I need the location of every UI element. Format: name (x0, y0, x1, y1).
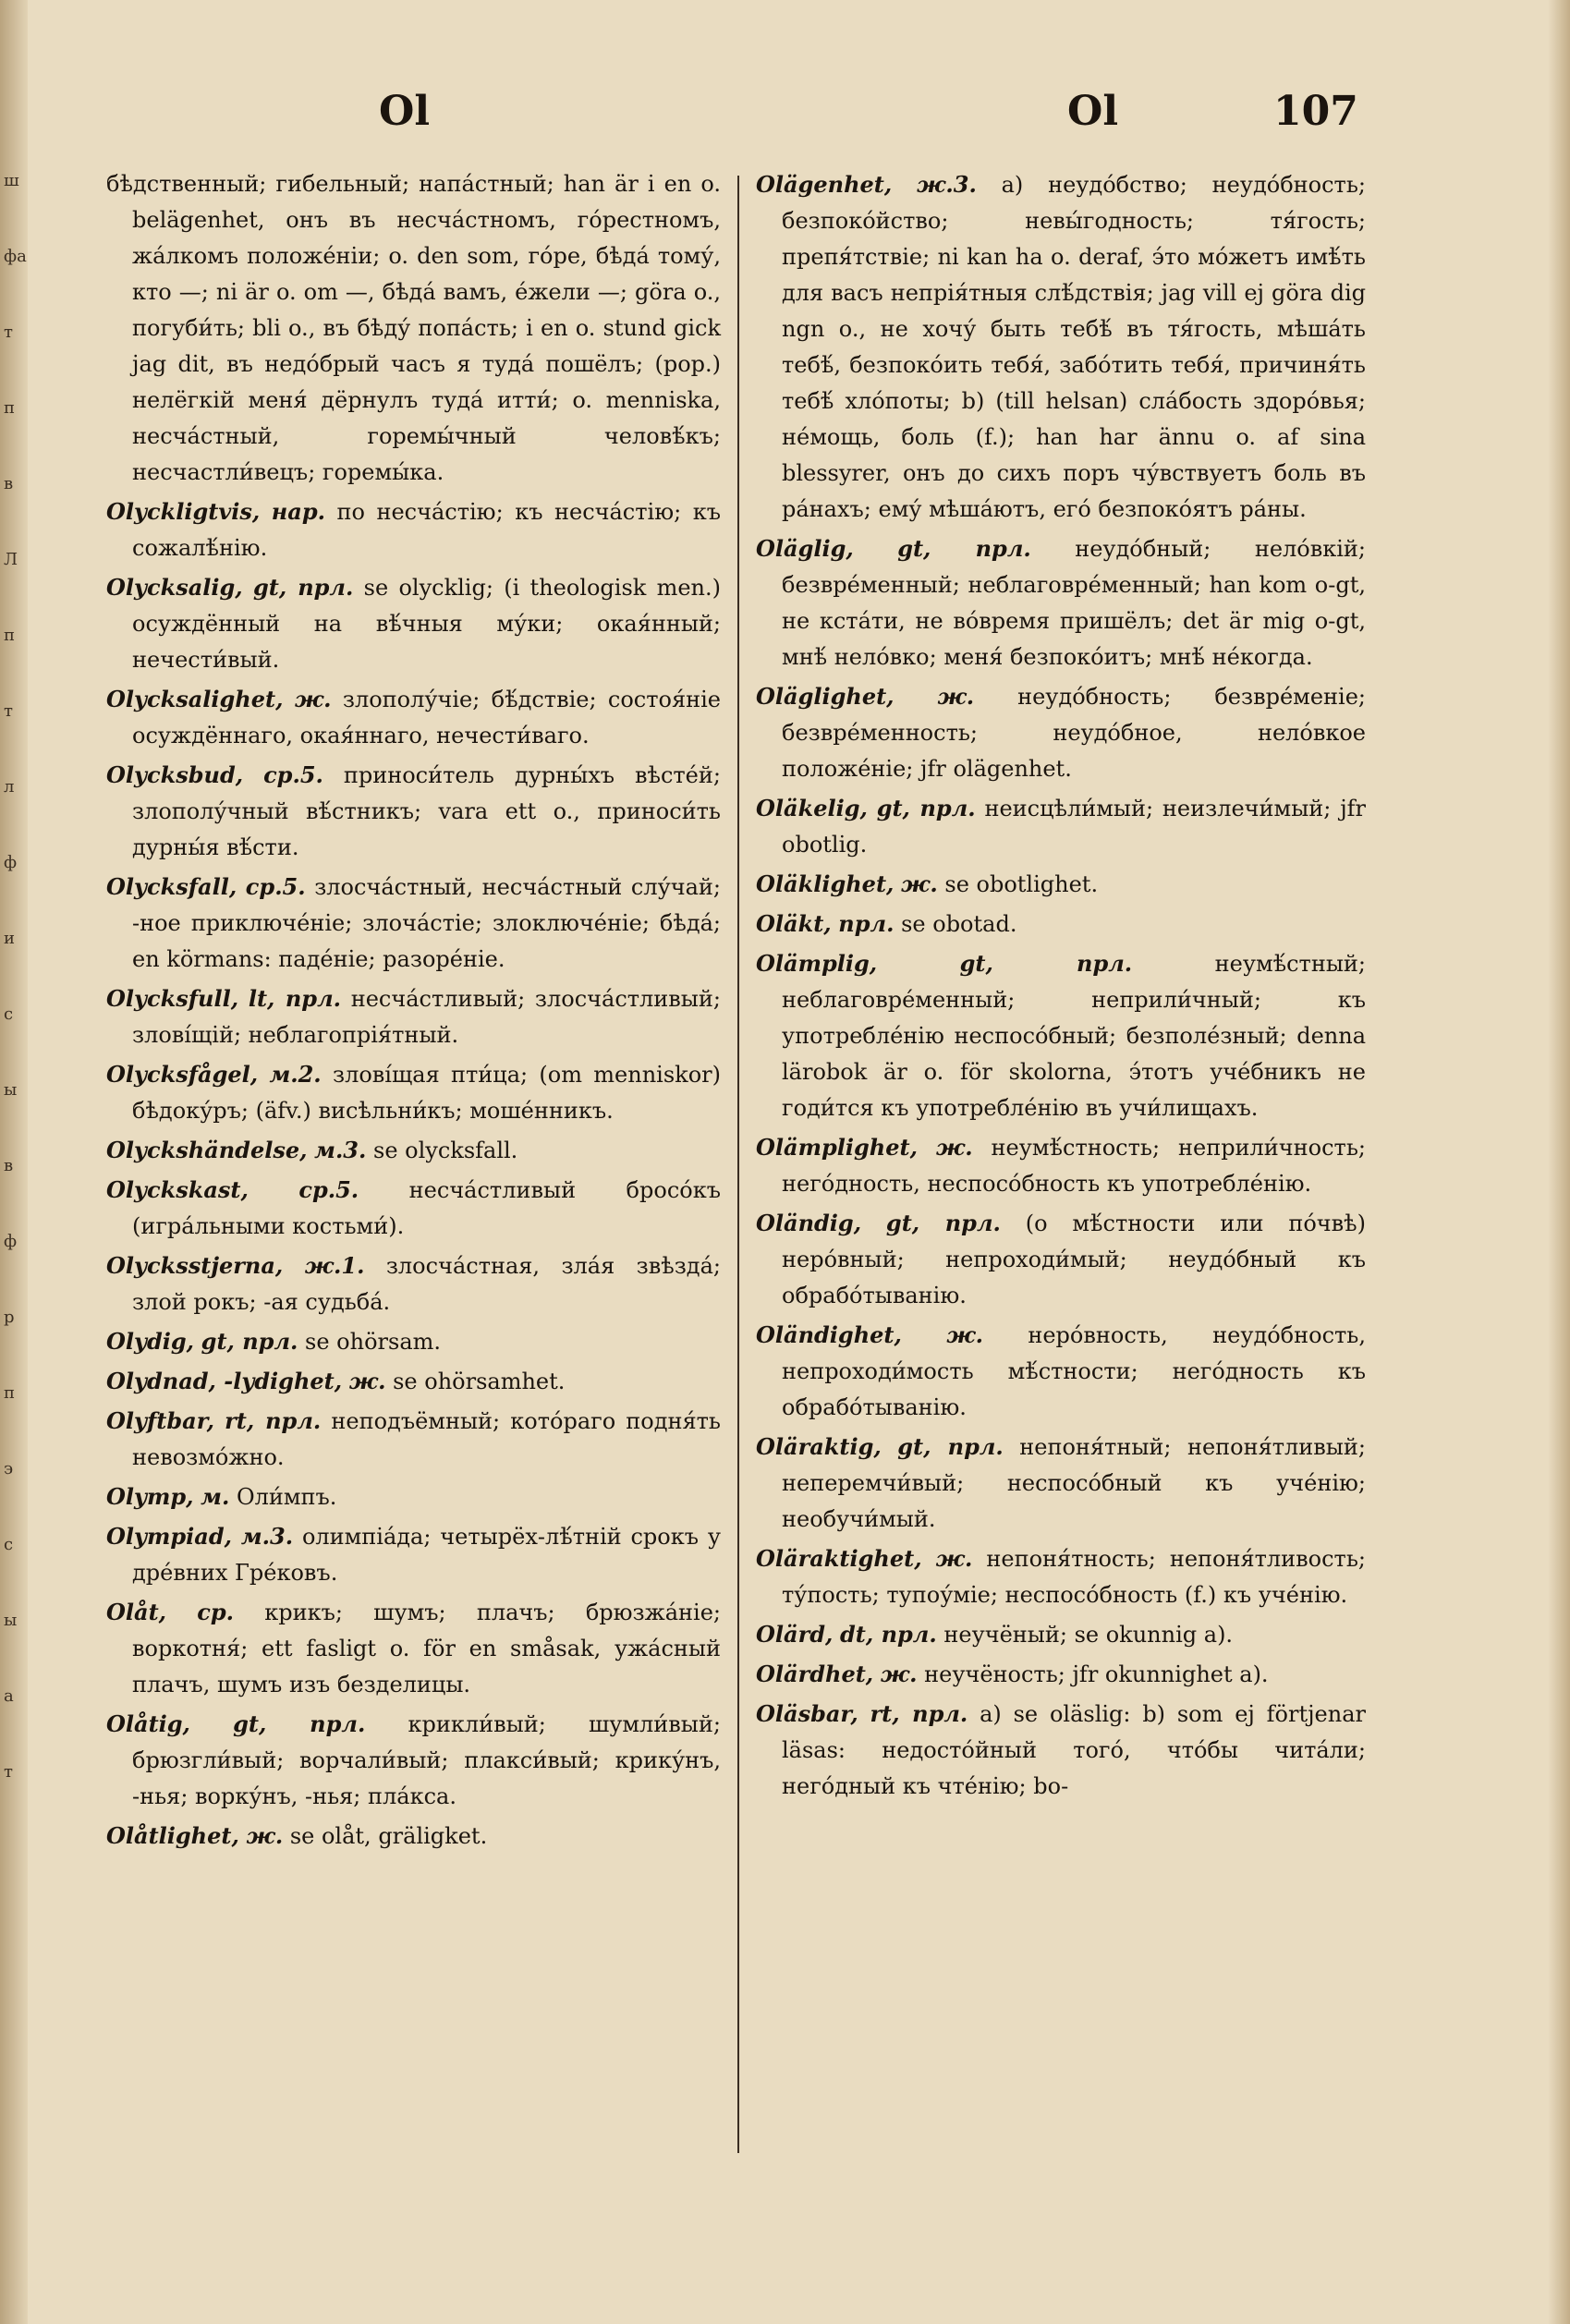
entry-headword: Olycksalig, (106, 574, 243, 601)
margin-mark: Л (4, 550, 18, 569)
entry-headword: Olympiad, (106, 1523, 232, 1550)
entry-headword: Olåtig, (106, 1710, 190, 1737)
margin-mark: п (4, 626, 15, 645)
entry-headword: Olärd, (756, 1621, 834, 1648)
entry-headword: Oländig, (756, 1210, 862, 1236)
entry-definition: a) se oläslig: b) som ej förtjenar läsas: недосто́йный того́, что́бы чита́ли; него́дный къ чте́нію; bo- (782, 1701, 1367, 1799)
entry-definition: se obotlighet. (944, 871, 1099, 897)
dictionary-entry (106, 1478, 721, 1515)
entry-grammar: ср.5. (263, 761, 323, 788)
margin-mark: с (4, 1004, 14, 1024)
running-head-left: Ol (379, 88, 431, 135)
entry-grammar: ж.3. (917, 171, 977, 198)
entry-headword: Olycksbud, (106, 761, 244, 788)
dictionary-entry (106, 1363, 721, 1400)
dictionary-entry (106, 980, 721, 1053)
entry-definition: se ohörsamhet. (393, 1369, 566, 1394)
entry-definition: se olåt, gräligket. (289, 1823, 488, 1849)
entry-definition: бѣдственный; гибельный; напа́стный; han är i en o. belägenhet, онъ въ несча́стномъ, го́рестномъ, жа́лкомъ положе́ніи; o. den som, го́ре, бѣда́ тому́, кто —; ni är o. om —, бѣда́ вамъ, е́жели —; göra o., погуби́ть; bli o., въ бѣду́ попа́сть; i en o. stund gick jag dit, въ недо́брый часъ я туда́ пошёлъ; (pop.) нелёгкій меня́ дёрнулъ туда́ итти́; o. menniska, несча́стный, горемы́чный человѣ́къ; несчастли́вецъ; горемы́ка. (106, 171, 721, 485)
entry-headword: Olägenhet, (756, 171, 893, 198)
entry-grammar: ж. (246, 1822, 284, 1849)
entry-headword: Oläglighet, (756, 683, 895, 710)
dictionary-entry (106, 757, 721, 866)
entry-headword: Olydig, (106, 1328, 195, 1355)
margin-mark: ы (4, 1080, 18, 1100)
dictionary-entry (106, 1247, 721, 1320)
page-header (0, 88, 1570, 152)
entry-definition: несча́стливый бросо́къ (игра́льными костьми́). (132, 1177, 721, 1239)
margin-mark: э (4, 1459, 14, 1478)
dictionary-entry (106, 493, 721, 566)
entry-headword: Olymp, (106, 1483, 194, 1510)
entry-grammar: ср. (197, 1599, 234, 1625)
right-column (756, 166, 1366, 1807)
entry-headword: Olåt, (106, 1599, 167, 1625)
entry-grammar: gt, прл. (885, 1210, 1001, 1236)
entry-grammar: gt, прл. (201, 1328, 298, 1355)
dictionary-entry (756, 1696, 1366, 1805)
entry-grammar: gt, прл. (876, 795, 976, 821)
entry-grammar: ж. (946, 1321, 983, 1348)
entry-headword: Olydnad, -lydighet, (106, 1368, 343, 1394)
entry-grammar: ж. (348, 1368, 386, 1394)
entry-grammar: ср.5. (245, 873, 306, 900)
entry-grammar: ж. (880, 1661, 918, 1687)
dictionary-entry (756, 1540, 1366, 1613)
entry-definition: неумѣ́стность; неприли́чность; него́дность, неспосо́бность къ употребле́нію. (782, 1135, 1366, 1197)
entry-definition: se olycksfall. (373, 1138, 518, 1163)
margin-mark: р (4, 1308, 15, 1327)
entry-headword: Oläglig, (756, 535, 854, 562)
entry-headword: Oläsbar, (756, 1700, 858, 1727)
dictionary-entry (106, 1056, 721, 1129)
entry-grammar: gt, прл. (233, 1710, 366, 1737)
entry-grammar: ж. (937, 683, 975, 710)
entry-definition: олимпіа́да; четырёх-лѣ́тній срокъ у дре́вних Гре́ковъ. (132, 1524, 721, 1586)
dictionary-entry (106, 1132, 721, 1169)
margin-mark: а (4, 1686, 14, 1706)
entry-headword: Olycksfågel, (106, 1061, 259, 1088)
entry-definition: злові́щая пти́ца; (om menniskor) бѣдоку́ръ; (äfv.) висѣльни́къ; моше́нникъ. (132, 1062, 721, 1124)
margin-mark: т (4, 322, 13, 342)
running-head-right: Ol (1067, 88, 1119, 135)
dictionary-entry (756, 1656, 1366, 1693)
entry-grammar: gt, прл. (252, 574, 354, 601)
dictionary-entry (106, 1818, 721, 1855)
entry-definition: непоня́тность; непоня́тливость; ту́пость; тупоу́міе; неспосо́бность (f.) къ уче́нію. (782, 1546, 1366, 1608)
dictionary-entry (106, 1323, 721, 1360)
dictionary-entry (756, 1205, 1366, 1314)
entry-definition: неисцѣли́мый; неизлечи́мый; jfr obotlig. (782, 796, 1367, 858)
margin-mark: с (4, 1535, 14, 1554)
entry-definition: злосча́стная, зла́я звѣзда́; злой рокъ; -ая судьба́. (132, 1253, 721, 1315)
margin-mark: ы (4, 1611, 18, 1630)
entry-grammar: прл. (838, 910, 895, 937)
entry-definition: злосча́стный, несча́стный слу́чай; -ное приключе́ніе; злоча́стіе; злоключе́ніе; бѣда́; en körmans: паде́ніе; разоре́ніе. (132, 874, 721, 972)
dictionary-entry (106, 869, 721, 978)
entry-definition: неучёный; se okunnig a). (943, 1622, 1234, 1648)
dictionary-entry (106, 1518, 721, 1591)
entry-definition: крикъ; шумъ; плачъ; брюзжа́ніе; воркотня́; ett fasligt o. för en småsak, ужа́сный плачъ, шумъ изъ безделицы. (132, 1600, 721, 1697)
dictionary-entry (756, 1429, 1366, 1538)
entry-grammar: dt, прл. (840, 1621, 937, 1648)
dictionary-entry (106, 1594, 721, 1703)
dictionary-entry (106, 1403, 721, 1476)
dictionary-entry (106, 166, 721, 491)
column-divider (737, 176, 739, 2153)
entry-grammar: ж. (901, 870, 938, 897)
margin-mark: в (4, 1156, 14, 1175)
entry-grammar: м.3. (314, 1137, 367, 1163)
entry-definition: непоня́тный; непоня́тливый; неперемчи́вый; неспосо́бный къ уче́нію; необучи́мый. (782, 1434, 1366, 1532)
entry-grammar: lt, прл. (248, 985, 341, 1012)
entry-grammar: м.3. (240, 1523, 294, 1550)
entry-headword: Oläraktighet, (756, 1545, 922, 1572)
dictionary-entry (756, 678, 1366, 787)
entry-definition: неумѣ́стный; неблаговре́менный; неприли́чный; къ употребле́нію неспосо́бный; безполе́зный; denna lärobok är o. för skolorna, э́тотъ уче́бникъ не годи́тся къ употребле́нію въ учи́лищахъ. (782, 951, 1366, 1121)
entry-definition: Оли́мпъ. (236, 1484, 337, 1510)
entry-definition: несча́стливый; злосча́стливый; злові́щій; неблагопрія́тный. (132, 986, 721, 1048)
dictionary-entry (756, 866, 1366, 903)
dictionary-entry (756, 530, 1366, 675)
entry-grammar: ж. (935, 1134, 973, 1161)
margin-mark: в (4, 474, 14, 493)
margin-mark: т (4, 1762, 13, 1782)
entry-headword: Olyckligtvis, (106, 498, 261, 525)
entry-grammar: нар. (271, 498, 325, 525)
entry-headword: Olärdhet, (756, 1661, 874, 1687)
margin-mark: л (4, 777, 15, 797)
entry-definition: злополу́чіе; бѣ́дствіе; состоя́ніе осуждённаго, окая́ннаго, нечести́ваго. (132, 687, 721, 748)
entry-headword: Olåtlighet, (106, 1822, 239, 1849)
dictionary-entry (756, 1616, 1366, 1653)
page-number: 107 (1273, 88, 1358, 135)
dictionary-entry (106, 1706, 721, 1815)
entry-headword: Olycksstjerna, (106, 1252, 284, 1279)
entry-grammar: ж. (294, 686, 332, 712)
entry-definition: приноси́тель дурны́хъ вѣсте́й; злополу́чный вѣ́стникъ; vara ett o., приноси́ть дурны́я вѣ́сти. (132, 762, 721, 860)
entry-grammar: ср.5. (298, 1176, 359, 1203)
dictionary-entry (756, 1129, 1366, 1202)
entry-headword: Olycksfull, (106, 985, 239, 1012)
entry-headword: Oländighet, (756, 1321, 902, 1348)
entry-definition: se obotad. (901, 911, 1017, 937)
entry-definition: se olycklig; (i theologisk men.) осуждённый на вѣ́чныя му́ки; окая́нный; нечести́вый. (132, 575, 721, 673)
entry-headword: Olycksfall, (106, 873, 237, 900)
entry-headword: Oläkelig, (756, 795, 868, 821)
margin-mark: ф (4, 853, 18, 872)
entry-grammar: gt, прл. (897, 1433, 1004, 1460)
entry-definition: неучёность; jfr okunnighet a). (924, 1661, 1269, 1687)
entry-grammar: rt, прл. (225, 1407, 322, 1434)
entry-headword: Olyftbar, (106, 1407, 214, 1434)
entry-grammar: gt, прл. (959, 950, 1133, 977)
entry-headword: Oläklighet, (756, 870, 895, 897)
dictionary-entry (106, 1172, 721, 1245)
dictionary-entry (756, 945, 1366, 1126)
entry-definition: a) неудо́бство; неудо́бность; безпоко́йство; невы́годность; тя́гость; препя́тствіе; ni kan ha o. deraf, э́то мо́жетъ имѣ́ть для васъ непрія́тныя слѣ́дствія; jag vill ej göra dig ngn o., не хочу́ быть тебѣ́ въ тя́гость, мѣша́ть тебѣ́, безпоко́ить тебя́, забо́тить тебя́, причиня́ть тебѣ́ хло́поты; b) (till helsan) сла́бость здоро́вья; не́мощь, боль (f.); han har ännu o. af sina blessyrer, онъ до сихъ поръ чу́вствуетъ боль въ ра́нахъ; ему́ мѣша́ютъ, его́ безпоко́ятъ ра́ны. (782, 172, 1366, 522)
entry-definition: неудо́бность; безвре́меніе; безвре́менность; неудо́бное, нело́вкое положе́ніе; jfr olägenhet. (782, 684, 1366, 782)
margin-mark: п (4, 1383, 15, 1403)
dictionary-entry (756, 166, 1366, 528)
entry-definition: неудо́бный; нело́вкій; безвре́менный; неблаговре́менный; han kom o-gt, не кста́ти, не во́время пришёлъ; det är mig o-gt, мнѣ́ нело́вко; меня́ безпоко́итъ; мнѣ́ не́когда. (782, 536, 1366, 670)
entry-headword: Olycksalighet, (106, 686, 284, 712)
entry-definition: (о мѣ́стности или по́чвѣ) неро́вный; непроходи́мый; неудо́бный къ обрабо́тыванію. (782, 1211, 1366, 1308)
page-edge-right (1548, 0, 1570, 2324)
entry-definition: крикли́вый; шумли́вый; брюзгли́вый; ворчали́вый; плакси́вый; крику́нъ, -нья; ворку́нъ, -нья; пла́кса. (132, 1711, 721, 1809)
entry-headword: Oläkt, (756, 910, 832, 937)
margin-mark: и (4, 929, 15, 948)
dictionary-entry (106, 681, 721, 754)
margin-mark: п (4, 398, 15, 418)
entry-grammar: ж. (935, 1545, 973, 1572)
margin-mark: фа (4, 247, 27, 266)
entry-definition: se ohörsam. (305, 1329, 442, 1355)
entry-definition: по несча́стію; къ несча́стію; къ сожалѣ́нію. (132, 499, 721, 561)
entry-grammar: ж.1. (304, 1252, 365, 1279)
left-column (106, 166, 721, 1857)
margin-mark: ш (4, 171, 19, 190)
entry-definition: неподъёмный; кото́раго подня́ть невозмо́жно. (132, 1408, 721, 1470)
dictionary-entry (756, 1317, 1366, 1426)
entry-headword: Olyckshändelse, (106, 1137, 308, 1163)
dictionary-entry (106, 569, 721, 678)
entry-grammar: м.2. (269, 1061, 322, 1088)
dictionary-entry (756, 906, 1366, 943)
dictionary-entry (756, 790, 1366, 863)
entry-headword: Olämplig, (756, 950, 878, 977)
margin-mark: ф (4, 1232, 18, 1251)
entry-headword: Olämplighet, (756, 1134, 918, 1161)
entry-grammar: rt, прл. (870, 1700, 968, 1727)
entry-grammar: gt, прл. (897, 535, 1031, 562)
entry-definition: неро́вность, неудо́бность, непроходи́мость мѣ́стности; него́дность къ обрабо́тыванію. (782, 1322, 1366, 1420)
entry-headword: Oläraktig, (756, 1433, 882, 1460)
entry-headword: Olyckskast, (106, 1176, 249, 1203)
entry-grammar: м. (201, 1483, 230, 1510)
margin-mark: т (4, 701, 13, 721)
